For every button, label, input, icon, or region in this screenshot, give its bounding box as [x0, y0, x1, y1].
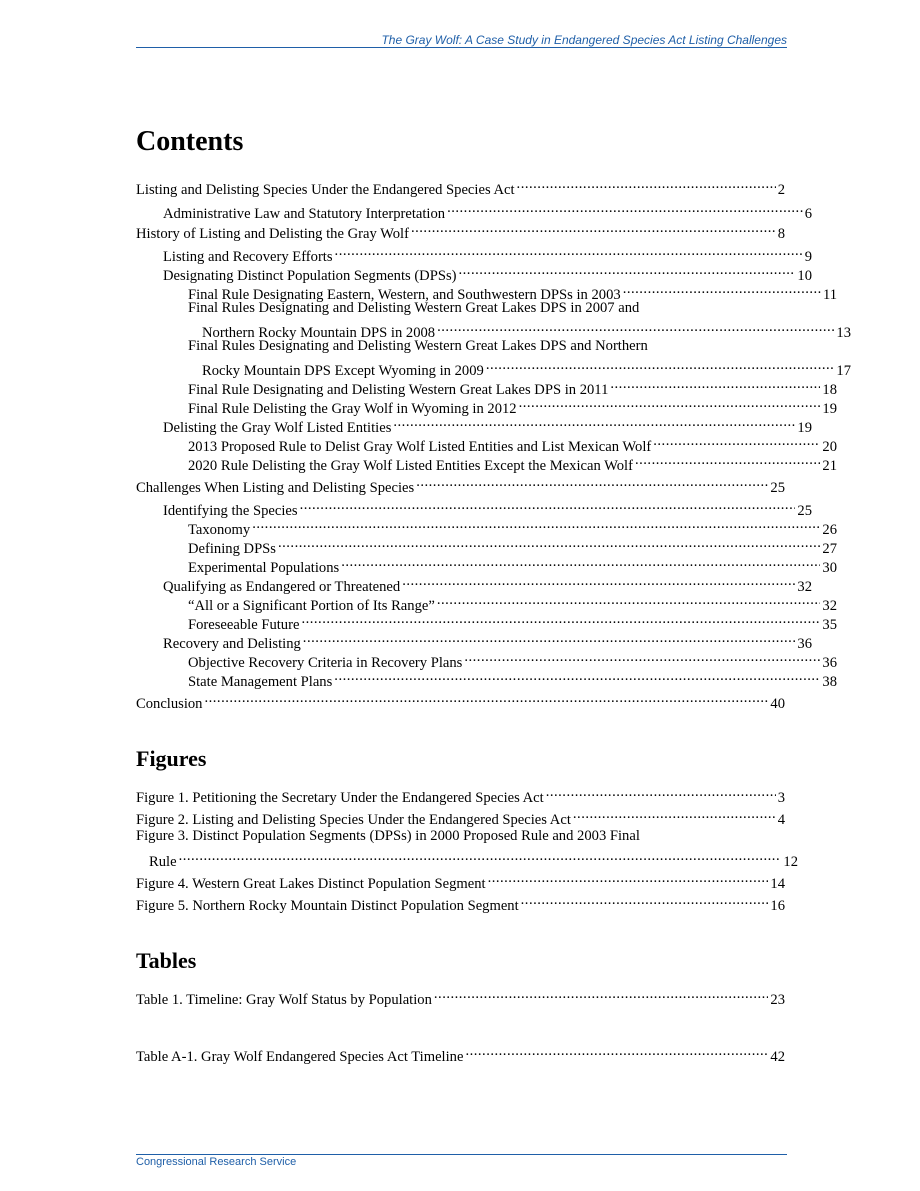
- toc-entry[interactable]: Northern Rocky Mountain DPS in 2008 ..... 13: [136, 318, 851, 337]
- toc-entry[interactable]: Taxonomy ..... 26: [136, 515, 837, 534]
- running-header: The Gray Wolf: A Case Study in Endangered Species Act Listing Challenges: [381, 33, 787, 47]
- figures-heading: Figures: [136, 746, 207, 771]
- table-entry[interactable]: Table A-1. Gray Wolf Endangered Species Act Timeline ..... 42: [136, 1042, 785, 1061]
- figure-entry-first-line[interactable]: Figure 3. Distinct Population Segments (DPSs) in 2000 Proposed Rule and 2003 Final: [136, 828, 640, 844]
- toc-entry[interactable]: Qualifying as Endangered or Threatened ..... 32: [136, 572, 812, 591]
- toc-entry-first-line[interactable]: Final Rules Designating and Delisting Western Great Lakes DPS and Northern: [188, 338, 648, 354]
- toc-entry[interactable]: Final Rule Designating Eastern, Western, and Southwestern DPSs in 2003 ..... 11: [136, 280, 837, 299]
- toc-entry[interactable]: Delisting the Gray Wolf Listed Entities ..... 19: [136, 413, 812, 432]
- contents-heading: Contents: [136, 126, 244, 157]
- toc-entry[interactable]: Challenges When Listing and Delisting Species ..... 25: [136, 473, 785, 492]
- running-footer: Congressional Research Service: [136, 1156, 297, 1168]
- toc-entry[interactable]: Experimental Populations ..... 30: [136, 553, 837, 572]
- footer-rule: [136, 1154, 787, 1155]
- toc-entry[interactable]: Conclusion ..... 40: [136, 689, 785, 708]
- toc-entry[interactable]: Rocky Mountain DPS Except Wyoming in 2009 ..... 17: [136, 356, 851, 375]
- tables-heading: Tables: [136, 948, 197, 973]
- toc-entry[interactable]: Final Rule Designating and Delisting Western Great Lakes DPS in 2011 ..... 18: [136, 375, 837, 394]
- toc-entry[interactable]: Foreseeable Future ..... 35: [136, 610, 837, 629]
- toc-entry[interactable]: Identifying the Species ..... 25: [136, 496, 812, 515]
- header-rule: [136, 47, 787, 48]
- toc-entry[interactable]: Defining DPSs ..... 27: [136, 534, 837, 553]
- figure-entry[interactable]: Figure 1. Petitioning the Secretary Under the Endangered Species Act ..... 3: [136, 783, 785, 802]
- toc-entry[interactable]: State Management Plans ..... 38: [136, 667, 837, 686]
- toc-entry[interactable]: Listing and Recovery Efforts ..... 9: [136, 242, 812, 261]
- toc-entry-first-line[interactable]: Final Rules Designating and Delisting Western Great Lakes DPS in 2007 and: [188, 300, 640, 316]
- toc-entry[interactable]: Recovery and Delisting ..... 36: [136, 629, 812, 648]
- toc-entry[interactable]: Administrative Law and Statutory Interpretation ..... 6: [136, 199, 812, 218]
- table-entry[interactable]: Table 1. Timeline: Gray Wolf Status by Population ..... 23: [136, 985, 785, 1004]
- figure-entry[interactable]: Figure 4. Western Great Lakes Distinct Population Segment ..... 14: [136, 869, 785, 888]
- toc-entry[interactable]: Objective Recovery Criteria in Recovery Plans ..... 36: [136, 648, 837, 667]
- toc-entry[interactable]: “All or a Significant Portion of Its Range” ..... 32: [136, 591, 837, 610]
- figure-entry[interactable]: Figure 2. Listing and Delisting Species Under the Endangered Species Act ..... 4: [136, 805, 785, 824]
- toc-entry[interactable]: Designating Distinct Population Segments (DPSs) ..... 10: [136, 261, 812, 280]
- figure-entry[interactable]: Rule ..... 12: [136, 847, 798, 866]
- toc-entry[interactable]: 2020 Rule Delisting the Gray Wolf Listed Entities Except the Mexican Wolf ..... 21: [136, 451, 837, 470]
- toc-entry[interactable]: Final Rule Delisting the Gray Wolf in Wyoming in 2012 ..... 19: [136, 394, 837, 413]
- toc-entry[interactable]: 2013 Proposed Rule to Delist Gray Wolf Listed Entities and List Mexican Wolf ..... 20: [136, 432, 837, 451]
- toc-entry[interactable]: Listing and Delisting Species Under the Endangered Species Act ..... 2: [136, 175, 785, 194]
- toc-entry[interactable]: History of Listing and Delisting the Gray Wolf ..... 8: [136, 219, 785, 238]
- figure-entry[interactable]: Figure 5. Northern Rocky Mountain Distinct Population Segment ..... 16: [136, 891, 785, 910]
